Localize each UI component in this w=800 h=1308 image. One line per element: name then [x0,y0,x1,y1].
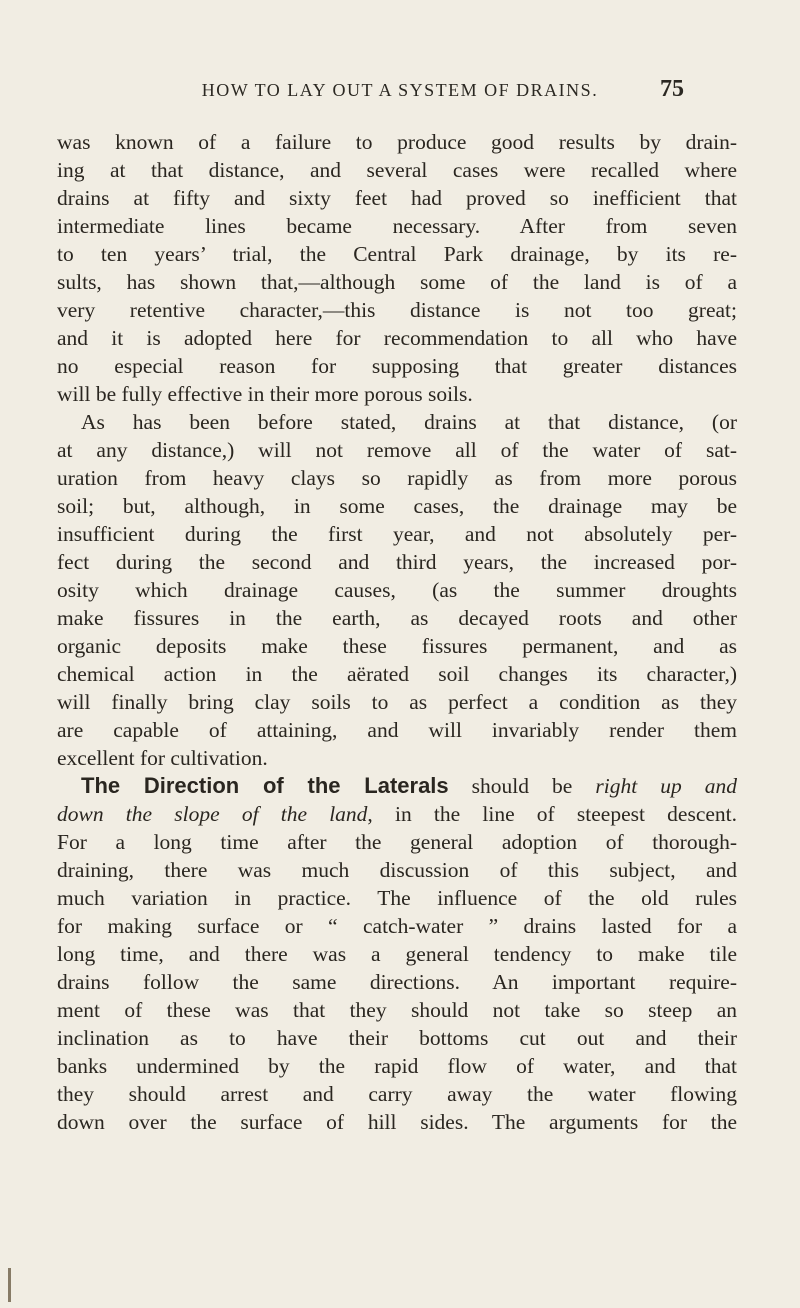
text-line: chemical action in the aërated soil changes its character,) [57,662,737,686]
text-line: and it is adopted here for recommendation to all who have [57,326,737,350]
text-line: at any distance,) will not remove all of the water of sat- [57,438,737,462]
text-line: For a long time after the general adoption of thorough- [57,830,737,854]
text-line: long time, and there was a general tendency to make tile [57,942,737,966]
text-line: much variation in practice. The influence of the old rules [57,886,737,910]
text-line: fect during the second and third years, the increased por- [57,550,737,574]
text-line: draining, there was much discussion of this subject, and [57,858,737,882]
text-line: banks undermined by the rapid flow of water, and that [57,1054,737,1078]
text-line: intermediate lines became necessary. After from seven [57,214,737,238]
text-line: to ten years’ trial, the Central Park drainage, by its re- [57,242,737,266]
text-line: no especial reason for supposing that greater distances [57,354,737,378]
heading-line-italic: right up and [595,774,737,798]
italic-line-rest: , in the line of steepest descent. [367,802,737,826]
page-number: 75 [660,76,684,102]
text-line: very retentive character,—this distance is not too great; [57,298,737,322]
text-line: down over the surface of hill sides. The arguments for the [57,1110,737,1134]
text-line: inclination as to have their bottoms cut out and their [57,1026,737,1050]
body-text [57,128,737,1136]
text-line: will be fully effective in their more porous soils. [57,382,473,406]
text-line: osity which drainage causes, (as the summer droughts [57,578,737,602]
text-line: make fissures in the earth, as decayed roots and other [57,606,737,630]
text-line: insufficient during the first year, and not absolutely per- [57,522,737,546]
text-line: they should arrest and carry away the water flowing [57,1082,737,1106]
section-heading: The Direction of the Laterals [81,773,449,798]
section-heading-line [57,772,737,800]
text-line: was known of a failure to produce good results by drain- [57,130,737,154]
text-line: As has been before stated, drains at that distance, (or [81,410,737,434]
text-line: excellent for cultivation. [57,746,268,770]
text-line: will finally bring clay soils to as perfect a condition as they [57,690,737,714]
text-line: drains at fifty and sixty feet had proved so inefficient that [57,186,737,210]
italic-line [57,800,737,828]
text-line: organic deposits make these fissures permanent, and as [57,634,737,658]
heading-line-text: should be [448,774,596,798]
text-line: ment of these was that they should not take so steep an [57,998,737,1022]
text-line: soil; but, although, in some cases, the drainage may be [57,494,737,518]
text-line: drains follow the same directions. An important require- [57,970,737,994]
text-line: for making surface or “ catch-water ” drains lasted for a [57,914,737,938]
margin-mark [8,1268,17,1302]
text-line: uration from heavy clays so rapidly as from more porous [57,466,737,490]
text-line: ing at that distance, and several cases were recalled where [57,158,737,182]
italic-phrase: down the slope of the land [57,802,368,826]
text-line: sults, has shown that,—although some of the land is of a [57,270,737,294]
running-head: HOW TO LAY OUT A SYSTEM OF DRAINS. [201,80,599,100]
text-line: are capable of attaining, and will invariably render them [57,718,737,742]
